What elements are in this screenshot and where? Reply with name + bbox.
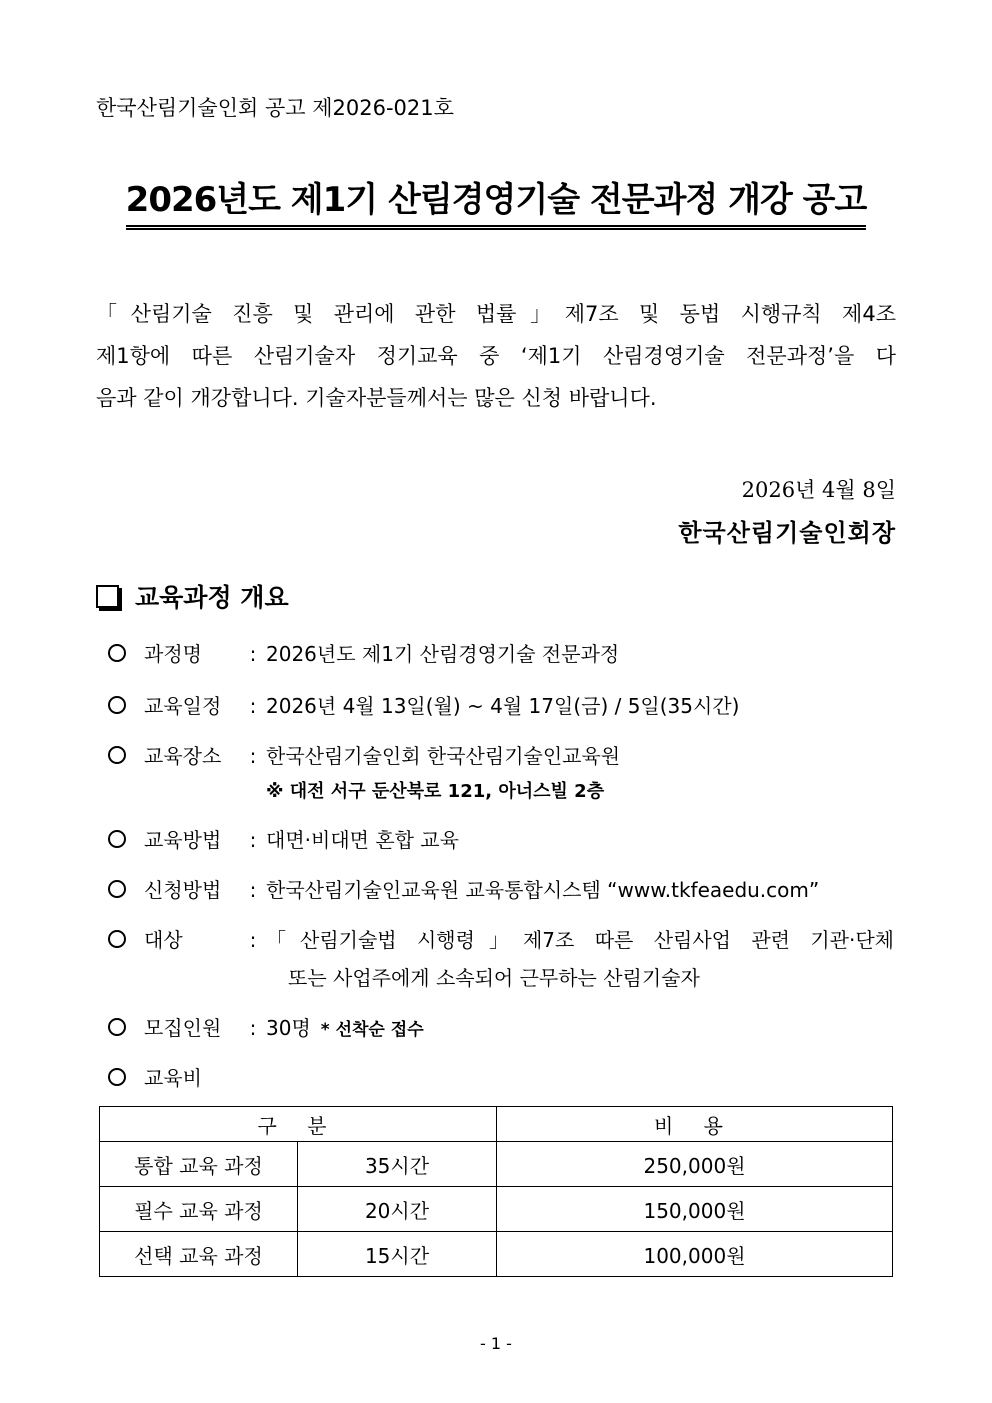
circle-bullet-icon: [108, 930, 126, 948]
course-hours: 15시간: [298, 1232, 497, 1277]
announcement-date: 2026년 4월 8일: [741, 478, 896, 502]
circle-bullet-icon: [108, 880, 126, 898]
item-colon: :: [249, 1016, 257, 1040]
item-course: [108, 638, 619, 667]
circle-bullet-icon: [108, 696, 126, 714]
intro-line-1: 「산림기술 진흥 및 관리에 관한 법률」제7조 및 동법 시행규칙 제4조: [96, 302, 896, 326]
item-label: 과정명: [144, 642, 202, 666]
item-value: 대면·비대면 혼합 교육: [266, 828, 459, 852]
target-continuation: 또는 사업주에게 소속되어 근무하는 산림기술자: [288, 966, 700, 990]
table-header-row: [100, 1107, 893, 1142]
item-value: 2026년도 제1기 산림경영기술 전문과정: [266, 642, 620, 666]
fee-table: [99, 1106, 893, 1277]
item-colon: :: [249, 642, 257, 666]
item-apply: [108, 874, 819, 903]
item-schedule: [108, 690, 739, 719]
checkbox-icon: [96, 585, 119, 608]
document-number: 한국산림기술인회 공고 제2026-021호: [96, 96, 454, 120]
intro-line-2: 제1항에 따른 산림기술자 정기교육 중 ‘제1기 산림경영기술 전문과정’을 다: [96, 344, 896, 368]
page-title-wrapper: [0, 172, 992, 230]
course-cost: 250,000원: [497, 1142, 893, 1187]
course-cost: 150,000원: [497, 1187, 893, 1232]
course-name: 선택 교육 과정: [100, 1232, 298, 1277]
page-title: 2026년도 제1기 산림경영기술 전문과정 개강 공고: [126, 172, 867, 230]
item-value: 2026년 4월 13일(월) ~ 4월 17일(금) / 5일(35시간): [266, 694, 740, 718]
table-row: [100, 1232, 893, 1277]
item-target: [108, 924, 894, 953]
circle-bullet-icon: [108, 830, 126, 848]
item-recruit: [108, 1012, 424, 1041]
item-label: 교육방법: [144, 828, 222, 852]
item-label: 대상: [144, 928, 183, 952]
circle-bullet-icon: [108, 746, 126, 764]
circle-bullet-icon: [108, 1018, 126, 1036]
item-value: 30명: [266, 1016, 311, 1040]
table-row: [100, 1187, 893, 1232]
table-row: [100, 1142, 893, 1187]
item-label: 교육비: [144, 1066, 202, 1090]
header-category: 구 분: [100, 1107, 497, 1142]
section-title: 교육과정 개요: [135, 583, 289, 612]
item-method: [108, 824, 459, 853]
item-label: 모집인원: [144, 1016, 222, 1040]
course-hours: 20시간: [298, 1187, 497, 1232]
header-cost: 비 용: [497, 1107, 893, 1142]
item-colon: :: [249, 694, 257, 718]
item-venue: [108, 740, 620, 769]
item-value: 한국산림기술인회 한국산림기술인교육원: [266, 744, 621, 768]
item-label: 교육장소: [144, 744, 222, 768]
circle-bullet-icon: [108, 1068, 126, 1086]
circle-bullet-icon: [108, 644, 126, 662]
venue-address-note: ※ 대전 서구 둔산북로 121, 아너스빌 2층: [266, 781, 605, 802]
page-number: - 1 -: [480, 1334, 512, 1353]
course-hours: 35시간: [298, 1142, 497, 1187]
course-name: 통합 교육 과정: [100, 1142, 298, 1187]
section-heading: [96, 578, 289, 614]
item-label: 신청방법: [144, 878, 222, 902]
intro-line-3: 음과 같이 개강합니다. 기술자분들께서는 많은 신청 바랍니다.: [96, 386, 657, 410]
apply-link[interactable]: 한국산림기술인교육원 교육통합시스템 “www.tkfeaedu.com”: [266, 878, 820, 902]
course-name: 필수 교육 과정: [100, 1187, 298, 1232]
item-value: 「산림기술법 시행령」제7조 따른 산림사업 관련 기관·단체: [266, 928, 894, 952]
item-colon: :: [249, 928, 257, 952]
item-colon: :: [249, 828, 257, 852]
course-cost: 100,000원: [497, 1232, 893, 1277]
item-colon: :: [249, 878, 257, 902]
item-label: 교육일정: [144, 694, 222, 718]
issuer-name: 한국산림기술인회장: [678, 519, 896, 547]
recruit-note: * 선착순 접수: [320, 1020, 424, 1040]
item-fee: [108, 1062, 230, 1091]
item-colon: :: [249, 744, 257, 768]
